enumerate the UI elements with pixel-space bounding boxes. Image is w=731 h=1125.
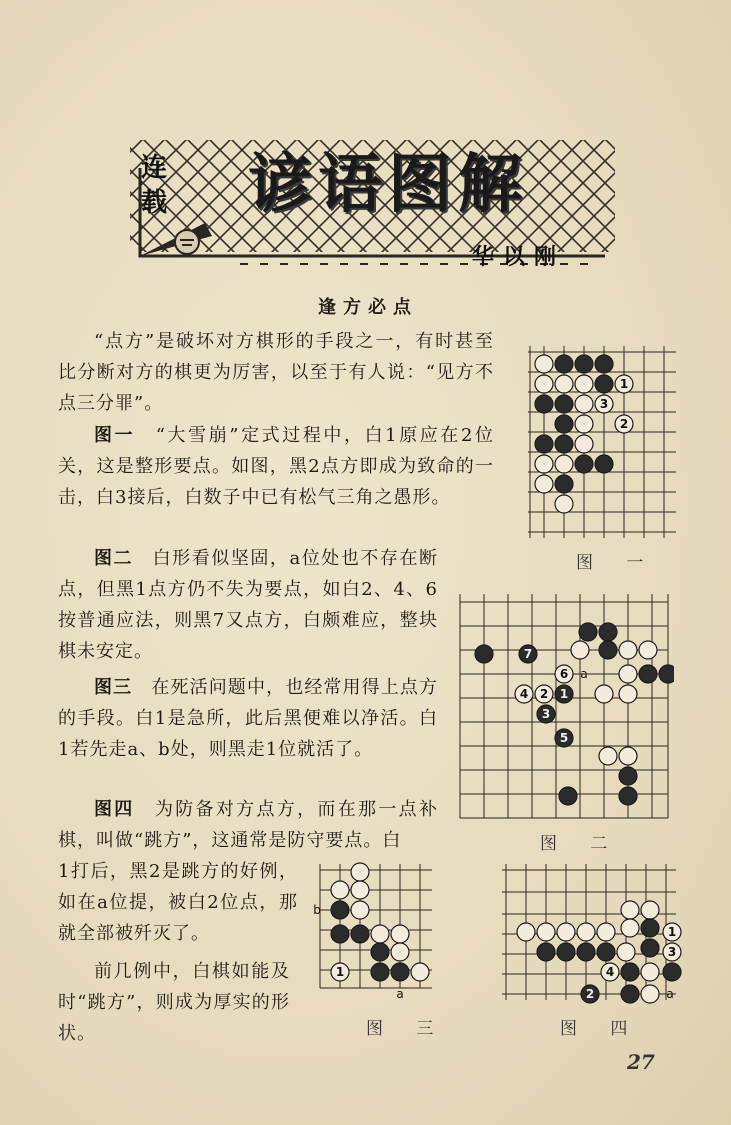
paragraph-figure-4-cont-text: 1打后，黑2是跳方的好例，如在a位提，被白2位点，那就全部被歼灭了。 (58, 861, 298, 944)
move-label: 3 (667, 945, 677, 959)
section-title: 逢方必点 (318, 297, 418, 318)
paragraph-figure-3 (58, 672, 438, 765)
paragraph-conclusion-text: 前几例中，白棋如能及时“跳方”，则成为厚实的形状。 (58, 961, 290, 1044)
move-label: 1 (559, 687, 569, 701)
go-board-figure-4 (496, 860, 686, 1010)
move-label: 1 (619, 377, 629, 391)
paragraph-intro-text: “点方”是破坏对方棋形的手段之一，有时甚至比分断对方的棋更为厉害，以至于有人说：“见方不点三分罪”。 (58, 331, 494, 414)
figure-3-label: 图三 (94, 677, 133, 698)
paragraph-figure-4-cont (58, 856, 298, 949)
paragraph-conclusion (58, 956, 290, 1049)
paragraph-figure-4-text: 为防备对方点方，而在那一点补棋，叫做“跳方”，这通常是防守要点。白 (58, 799, 438, 851)
paragraph-figure-2-text: 白形看似坚固，a位处也不存在断点，但黑1点方仍不失为要点，如白2、4、6按普通应法，则黑7又点方，白颇难应，整块棋未安定。 (58, 548, 439, 662)
paragraph-figure-1-text: “大雪崩”定式过程中，白1原应在2位关，这是整形要点。如图，黑2点方即成为致命的一击，白3接后，白数子中已有松气三角之愚形。 (58, 425, 495, 508)
paragraph-figure-1 (58, 420, 494, 513)
paragraph-figure-4 (58, 794, 438, 856)
move-label: 4 (519, 687, 529, 701)
figure-1-caption: 图 一 (576, 553, 658, 573)
go-board-figure-2 (452, 588, 674, 824)
figure-4-label: 图四 (94, 799, 135, 820)
figure-2-label: 图二 (94, 548, 134, 569)
paragraph-intro (58, 326, 494, 419)
point-label: a (666, 987, 674, 1001)
move-label: 6 (559, 667, 569, 681)
move-label: 7 (523, 647, 533, 661)
author-name: 华以刚 (472, 244, 566, 270)
move-label: 2 (539, 687, 549, 701)
move-label: 1 (335, 965, 345, 979)
figure-4-caption: 图 四 (560, 1019, 642, 1039)
move-label: 2 (619, 417, 629, 431)
point-label: a (396, 987, 404, 1000)
move-label: 1 (667, 925, 677, 939)
figure-1-label: 图一 (94, 425, 136, 446)
serial-label-1: 连 (141, 153, 168, 183)
move-label: 4 (605, 965, 615, 979)
go-board-figure-3 (312, 860, 436, 1000)
page-title: 谚语图解 (248, 147, 528, 222)
move-label: 3 (541, 707, 551, 721)
point-label: a (580, 667, 588, 681)
serial-label-2: 载 (141, 188, 168, 218)
move-label: 3 (599, 397, 609, 411)
paragraph-figure-3-text: 在死活问题中，也经常用得上点方的手段。白1是急所，此后黑便难以净活。白1若先走a、b处，则黑走1位就活了。 (58, 677, 439, 760)
move-label: 2 (585, 987, 595, 1001)
point-label: b (313, 903, 321, 917)
figure-3-caption: 图 三 (366, 1019, 448, 1039)
paragraph-figure-2 (58, 543, 438, 667)
figure-2-caption: 图 二 (540, 834, 622, 854)
move-label: 5 (559, 731, 569, 745)
page-number: 27 (627, 1050, 655, 1074)
go-board-figure-1 (522, 342, 682, 542)
